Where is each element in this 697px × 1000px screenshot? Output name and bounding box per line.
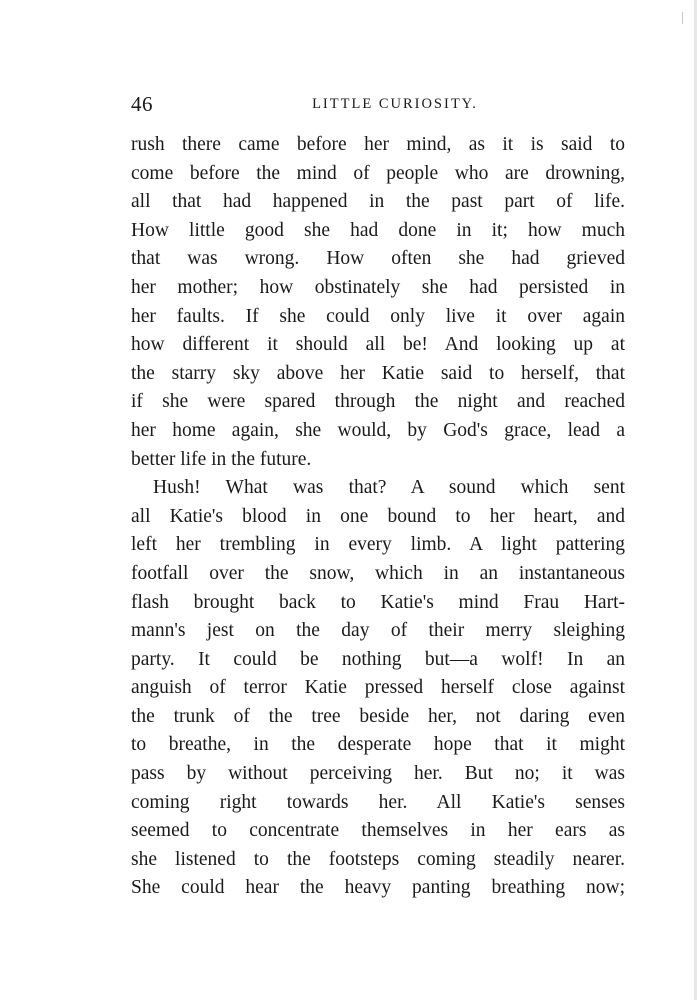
paragraph-first-line: Hush! What was that? A sound which sent <box>153 477 625 499</box>
text-line: her faults. If she could only live it over again <box>131 305 625 327</box>
text-line: party. It could be nothing but—a wolf! In an <box>131 648 625 670</box>
text-line: She could hear the heavy panting breathing now; <box>131 877 625 899</box>
text-line: all Katie's blood in one bound to her heart, and <box>131 505 625 527</box>
text-line: come before the mind of people who are drowning, <box>131 162 625 184</box>
text-line: all that had happened in the past part of life. <box>131 191 625 213</box>
text-line: pass by without perceiving her. But no; it was <box>131 763 625 785</box>
text-line: she listened to the footsteps coming steadily nearer. <box>131 848 625 870</box>
text-line: the trunk of the tree beside her, not daring even <box>131 705 625 727</box>
text-line: flash brought back to Katie's mind Frau Hart- <box>131 591 625 613</box>
paragraph-last-line: better life in the future. <box>131 448 312 470</box>
page-header <box>131 92 625 120</box>
running-title: LITTLE CURIOSITY. <box>312 96 478 112</box>
text-line: mann's jest on the day of their merry sleighing <box>131 620 625 642</box>
text-line: if she were spared through the night and reached <box>131 391 625 413</box>
text-line: her mother; how obstinately she had persisted in <box>131 276 625 298</box>
text-line: the starry sky above her Katie said to herself, that <box>131 362 625 384</box>
text-line: how different it should all be! And looking up at <box>131 334 625 356</box>
text-line: rush there came before her mind, as it is said to <box>131 134 625 155</box>
text-line: seemed to concentrate themselves in her ears as <box>131 820 625 842</box>
text-line: How little good she had done in it; how much <box>131 219 625 241</box>
text-line: anguish of terror Katie pressed herself close against <box>131 677 625 699</box>
page-edge-mark <box>682 12 683 24</box>
text-line: footfall over the snow, which in an instantaneous <box>131 562 625 584</box>
text-line: to breathe, in the desperate hope that it might <box>131 734 625 756</box>
body-text <box>131 131 625 903</box>
text-line: coming right towards her. All Katie's senses <box>131 791 625 813</box>
text-line: that was wrong. How often she had grieved <box>131 248 625 270</box>
page-number: 46 <box>131 92 153 116</box>
text-line: her home again, she would, by God's grace, lead a <box>131 419 625 441</box>
text-line: left her trembling in every limb. A light pattering <box>131 534 625 556</box>
